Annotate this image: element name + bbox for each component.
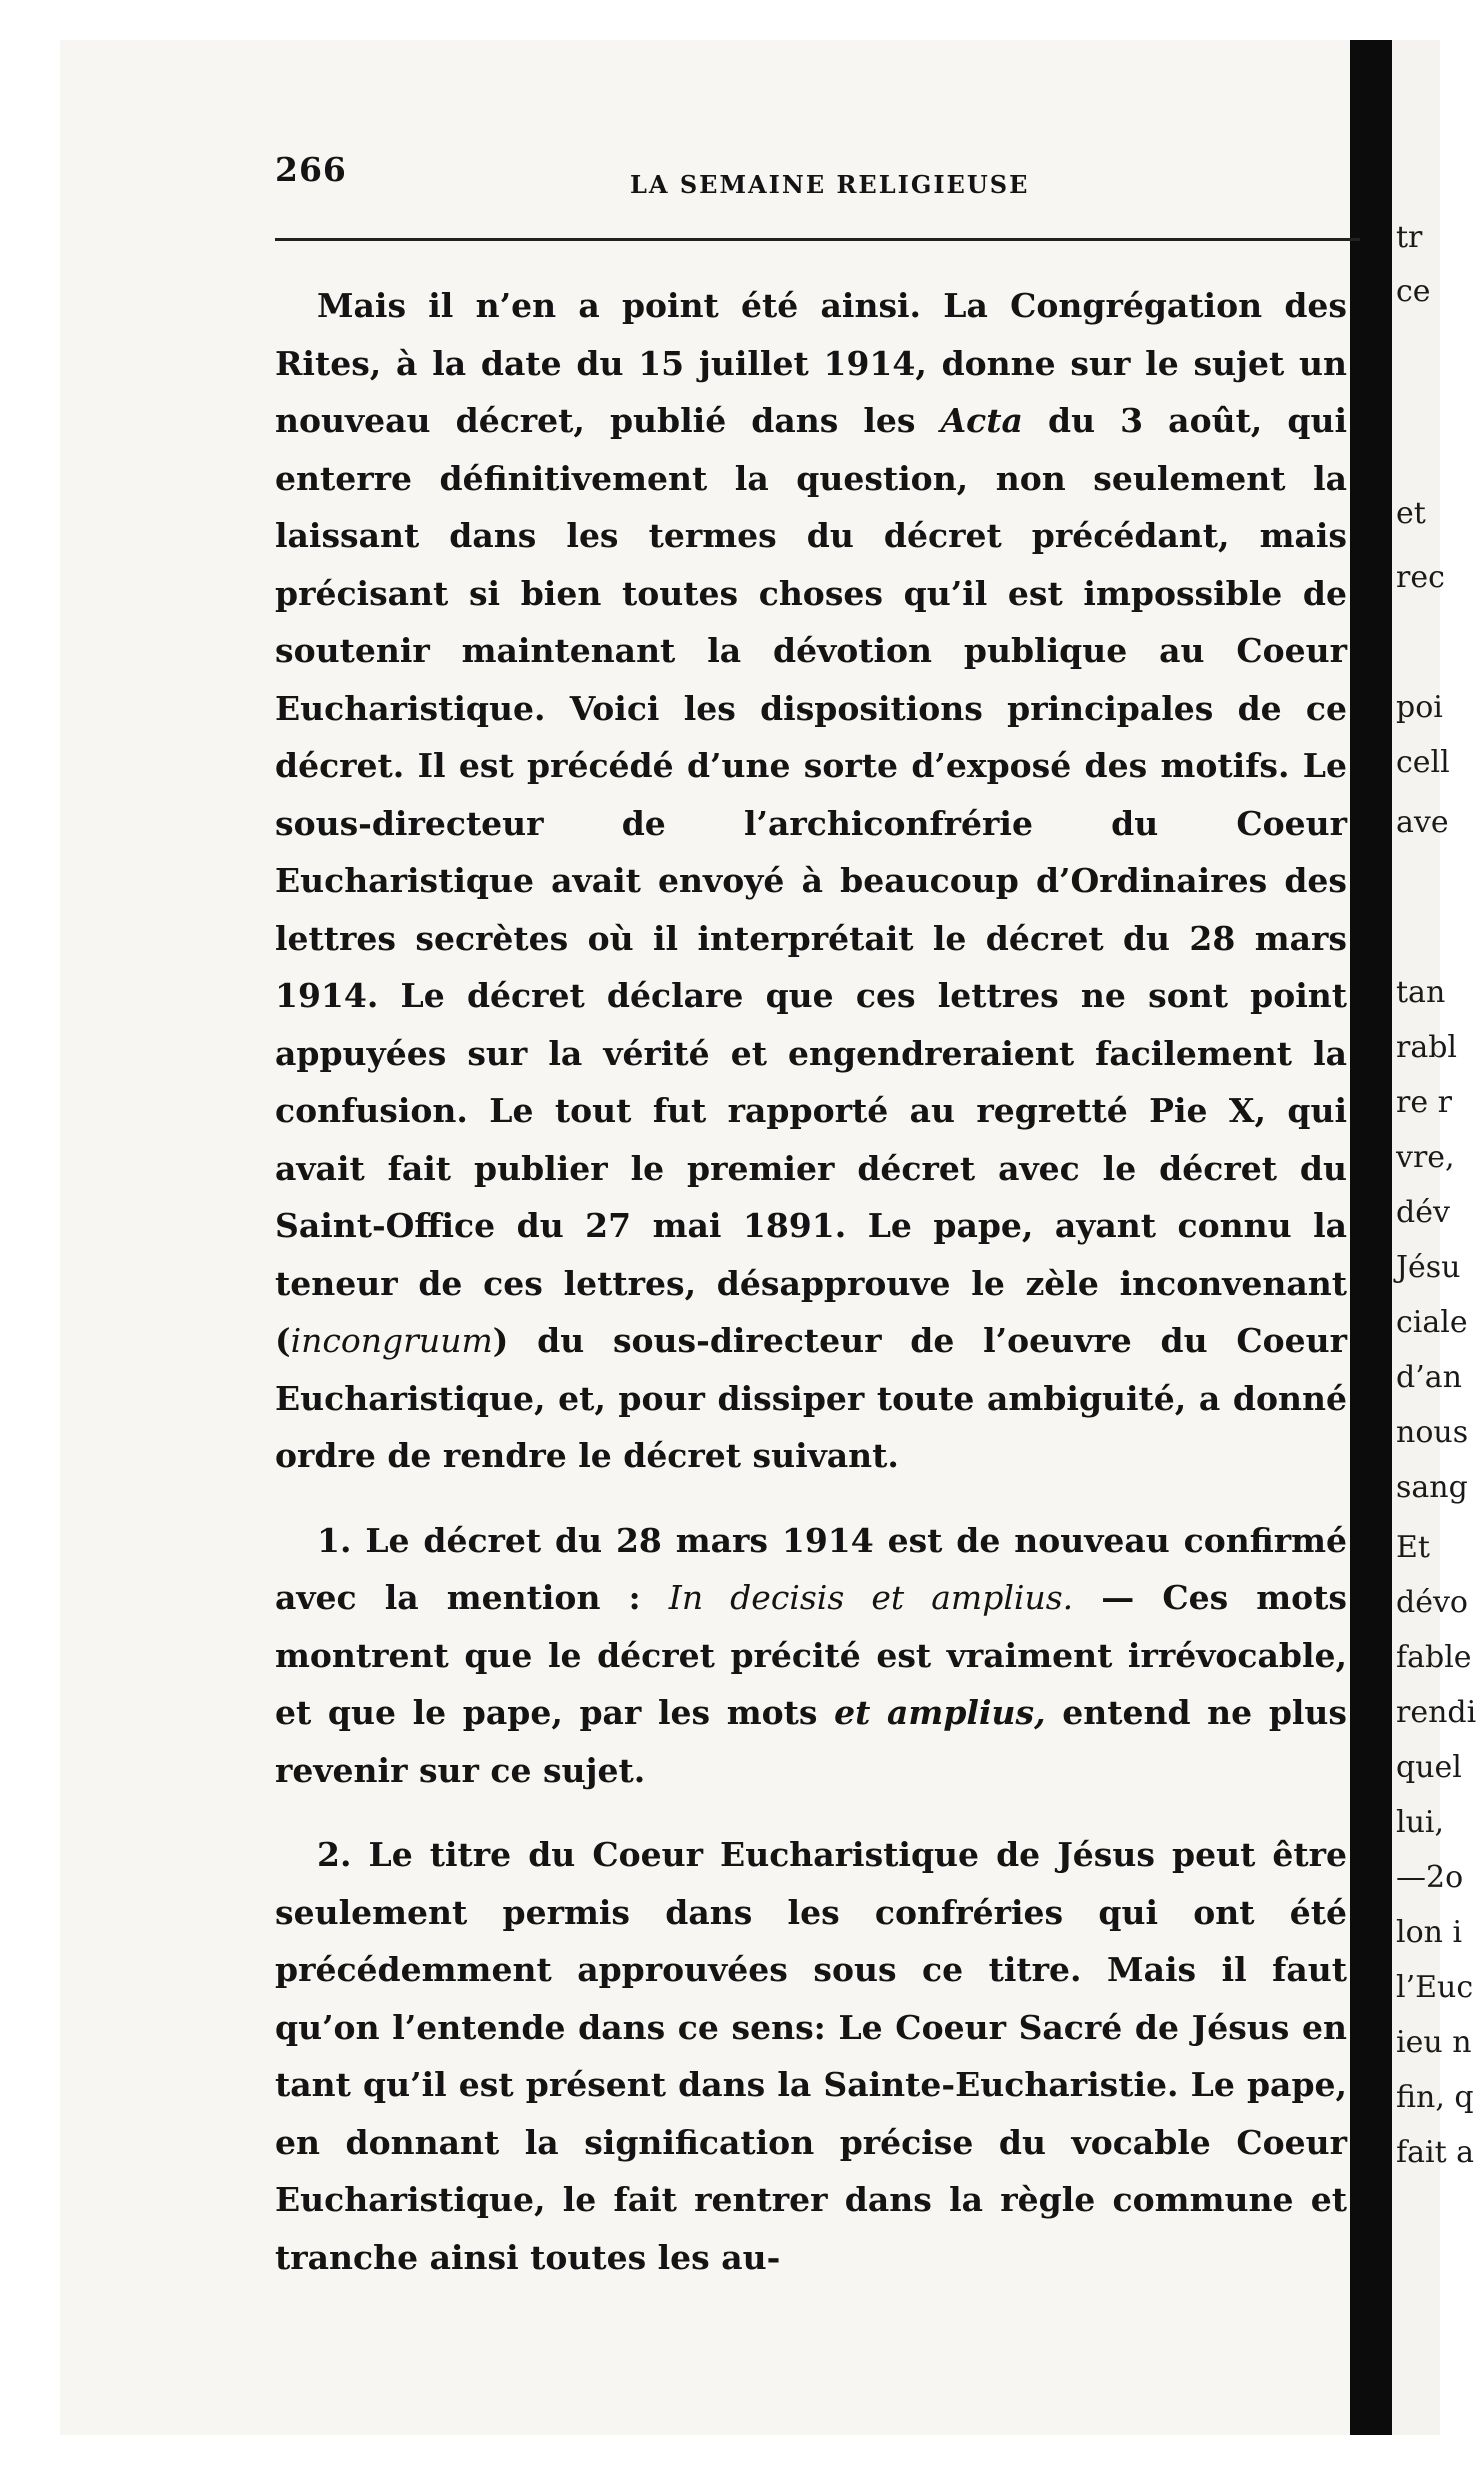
text-segment: 1. Le décret du 28 mars 1914 est de nouveau confirmé avec la mention : bbox=[275, 1520, 1347, 1617]
facing-page-fragment: vre, bbox=[1396, 1140, 1455, 1175]
facing-page-fragment: l’Euc bbox=[1396, 1970, 1474, 2005]
body-text bbox=[275, 277, 1347, 2286]
text-segment: du 3 août, qui enterre définitivement la question, non seulement la laissant dans les termes du décret précédant, mais précisant si bien toutes choses qu’il est impossible de soutenir maintenant la dévotion publique au Coeur Eucharistique. Voici les dispositions principales de ce décret. Il est précédé d’une sorte d’exposé des motifs. Le sous-directeur de l’archiconfrérie du Coeur Eucharistique avait envoyé à beaucoup d’Ordinaires des lettres secrètes où il interprétait le décret du 28 mars 1914. Le décret déclare que ces lettres ne sont point appuyées sur la vérité et engendreraient facilement la confusion. Le tout fut rapporté au regretté Pie X, qui avait fait publier le premier décret avec le décret du Saint-Office du 27 mai 1891. Le pape, ayant connu la teneur de ces lettres, désapprouve le zèle inconvenant ( bbox=[275, 401, 1347, 1360]
facing-page-fragment: et bbox=[1396, 496, 1426, 531]
text-segment-italic: incongruum bbox=[290, 1321, 493, 1360]
facing-page-fragment: re r bbox=[1396, 1085, 1452, 1120]
scan-border bbox=[0, 0, 1440, 40]
facing-page-fragment: quel bbox=[1396, 1750, 1462, 1785]
facing-page-fragment: rec bbox=[1396, 560, 1445, 595]
facing-page-fragment: ciale bbox=[1396, 1305, 1468, 1340]
text-segment-italic: et amplius, bbox=[834, 1693, 1046, 1732]
facing-page-fragment: nous bbox=[1396, 1415, 1469, 1450]
facing-page-fragment: rabl bbox=[1396, 1030, 1458, 1065]
text-segment-italic: In decisis et amplius. bbox=[668, 1578, 1074, 1617]
facing-page-fragment: ieu n bbox=[1396, 2025, 1472, 2060]
page-number: 266 bbox=[275, 150, 347, 189]
facing-page-fragment: cell bbox=[1396, 745, 1450, 780]
facing-page-fragment: poi bbox=[1396, 690, 1443, 725]
book-spine-shadow bbox=[1350, 40, 1392, 2435]
text-segment: — Ces mots montrent que le décret précité est vraiment irrévocable, et que le pape, par les mots bbox=[275, 1578, 1347, 1732]
facing-page-fragment: sang bbox=[1396, 1470, 1468, 1505]
facing-page-fragment: Et bbox=[1396, 1530, 1430, 1565]
text-segment-italic: Acta bbox=[940, 401, 1023, 440]
facing-page-fragment: ce bbox=[1396, 274, 1431, 309]
facing-page-edge bbox=[1392, 40, 1476, 2435]
page-header bbox=[275, 150, 1355, 210]
facing-page-fragment: d’an bbox=[1396, 1360, 1462, 1395]
paragraph-intro bbox=[275, 277, 1347, 1485]
facing-page-fragment: dévo bbox=[1396, 1585, 1468, 1620]
facing-page-fragment: dév bbox=[1396, 1195, 1450, 1230]
facing-page-fragment: fin, q bbox=[1396, 2080, 1474, 2115]
facing-page-fragment: —2o bbox=[1396, 1860, 1464, 1895]
facing-page-fragment: lon i bbox=[1396, 1915, 1463, 1950]
text-segment: Mais il n’en a point été ainsi. La Congrégation des Rites, à la date du 15 juillet 1914, donne sur le sujet un nouveau décret, publié dans les bbox=[275, 286, 1347, 440]
facing-page-fragment: fait a bbox=[1396, 2135, 1475, 2170]
facing-page-fragment: tan bbox=[1396, 975, 1446, 1010]
text-segment: entend ne plus revenir sur ce sujet. bbox=[275, 1693, 1347, 1790]
facing-page-fragment: rendi bbox=[1396, 1695, 1476, 1730]
paragraph-item-2 bbox=[275, 1826, 1347, 2286]
facing-page-fragment: fable bbox=[1396, 1640, 1472, 1675]
text-segment: 2. Le titre du Coeur Eucharistique de Jésus peut être seulement permis dans les confréries qui ont été précédemment approuvées sous ce titre. Mais il faut qu’on l’entende dans ce sens: Le Coeur Sacré de Jésus en tant qu’il est présent dans la Sainte-Eucharistie. Le pape, en donnant la signification précise du vocable Coeur Eucharistique, le fait rentrer dans la règle commune et tranche ainsi toutes les au- bbox=[275, 1835, 1347, 2277]
facing-page-fragment: ave bbox=[1396, 805, 1449, 840]
running-title: LA SEMAINE RELIGIEUSE bbox=[630, 170, 1030, 199]
facing-page-fragment: Jésu bbox=[1396, 1250, 1461, 1285]
facing-page-fragment: lui, bbox=[1396, 1805, 1445, 1840]
paragraph-item-1 bbox=[275, 1512, 1347, 1800]
facing-page-fragment: tr bbox=[1396, 220, 1423, 255]
header-rule bbox=[275, 238, 1360, 241]
text-segment: ) du sous-directeur de l’oeuvre du Coeur Eucharistique, et, pour dissiper toute ambiguité, a donné ordre de rendre le décret suivant. bbox=[275, 1321, 1347, 1475]
